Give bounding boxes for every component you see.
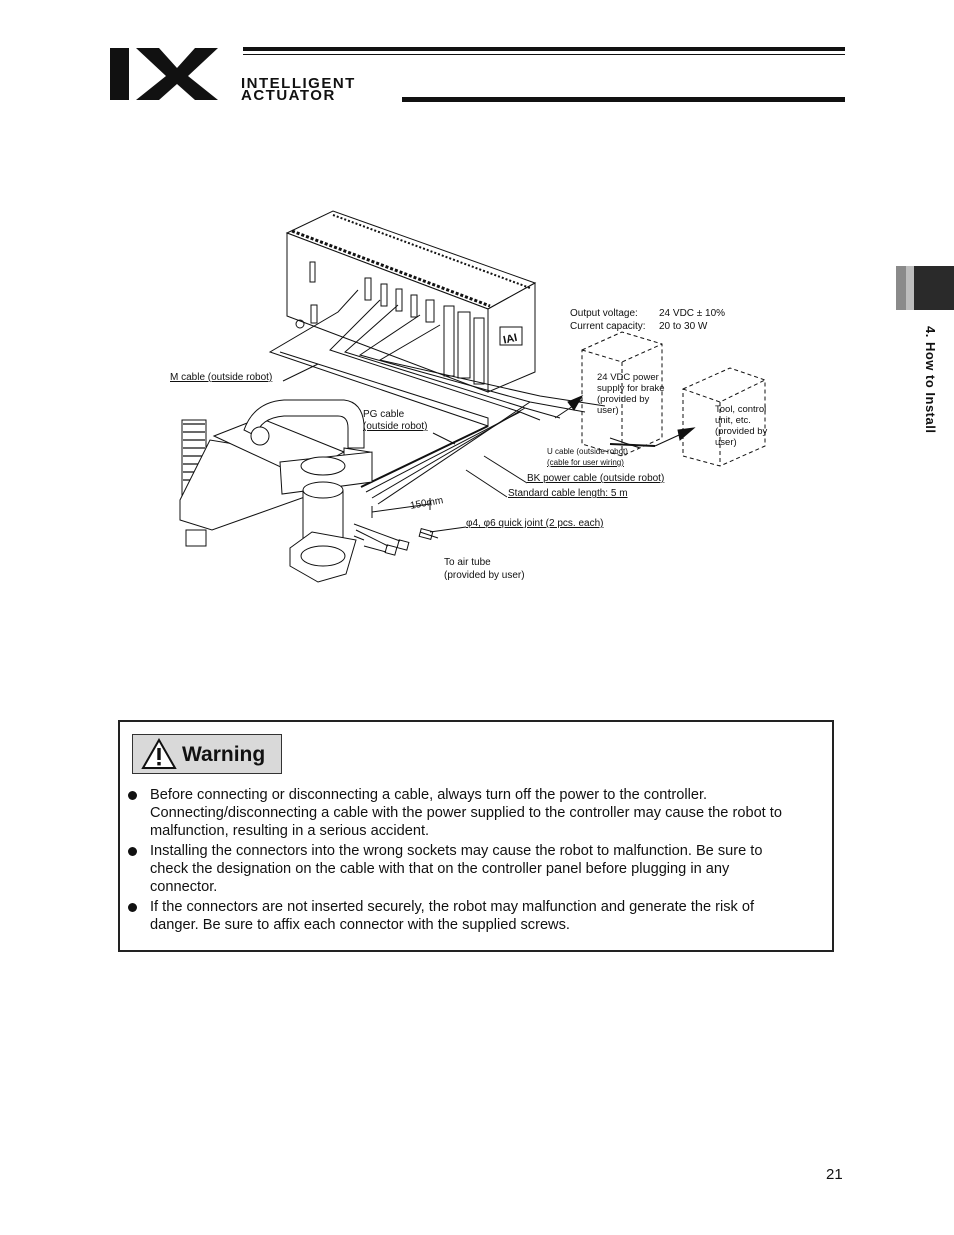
current-capacity-value: 20 to 30 W [659, 321, 708, 332]
warning-item: Installing the connectors into the wrong sockets may cause the robot to malfunction. Be sure to check the designation on the cable with that on the controller panel before plugging in any connector. [128, 842, 828, 896]
bk-cable-label: BK power cable (outside robot) [527, 473, 665, 484]
length-150mm-label: 150mm [409, 495, 445, 512]
warning-title: Warning [182, 743, 266, 766]
current-capacity-label: Current capacity: [570, 321, 646, 332]
u-cable-label-line2: (cable for user wiring) [547, 458, 624, 467]
output-voltage-label: Output voltage: [570, 308, 638, 319]
svg-text:IAI: IAI [502, 331, 519, 347]
m-cable-label: M cable (outside robot) [170, 372, 273, 383]
logo-text-intelligent: INTELLIGENT [241, 75, 356, 92]
warning-triangle-icon [141, 738, 177, 770]
air-tube-label-line2: (provided by user) [444, 570, 525, 581]
page-number: 21 [826, 1166, 843, 1183]
warning-item: Before connecting or disconnecting a cable, always turn off the power to the controller. Connecting/disconnecting a cable with the power supplied to the controller may cause the robot to malfunction, resulting in a serious accident. [128, 786, 828, 840]
pg-cable-label-line2: (outside robot) [363, 421, 428, 432]
logo-text-actuator: ACTUATOR [241, 87, 336, 104]
section-tab-label: 4. How to Install [923, 326, 938, 434]
bullet-icon [128, 847, 137, 856]
pg-cable-label-line1: PG cable [363, 409, 405, 420]
bullet-icon [128, 791, 137, 800]
air-tube-label-line1: To air tube [444, 557, 491, 568]
output-voltage-value: 24 VDC ± 10% [659, 308, 726, 319]
bullet-icon [128, 903, 137, 912]
u-cable-label-line1: U cable (outside robot) [547, 447, 628, 456]
standard-cable-length-label: Standard cable length: 5 m [508, 488, 628, 499]
warning-list [128, 786, 828, 936]
warning-item: If the connectors are not inserted securely, the robot may malfunction and generate the risk of danger. Be sure to affix each connector with the supplied screws. [128, 898, 828, 934]
quick-joint-label: φ4, φ6 quick joint (2 pcs. each) [466, 518, 604, 529]
